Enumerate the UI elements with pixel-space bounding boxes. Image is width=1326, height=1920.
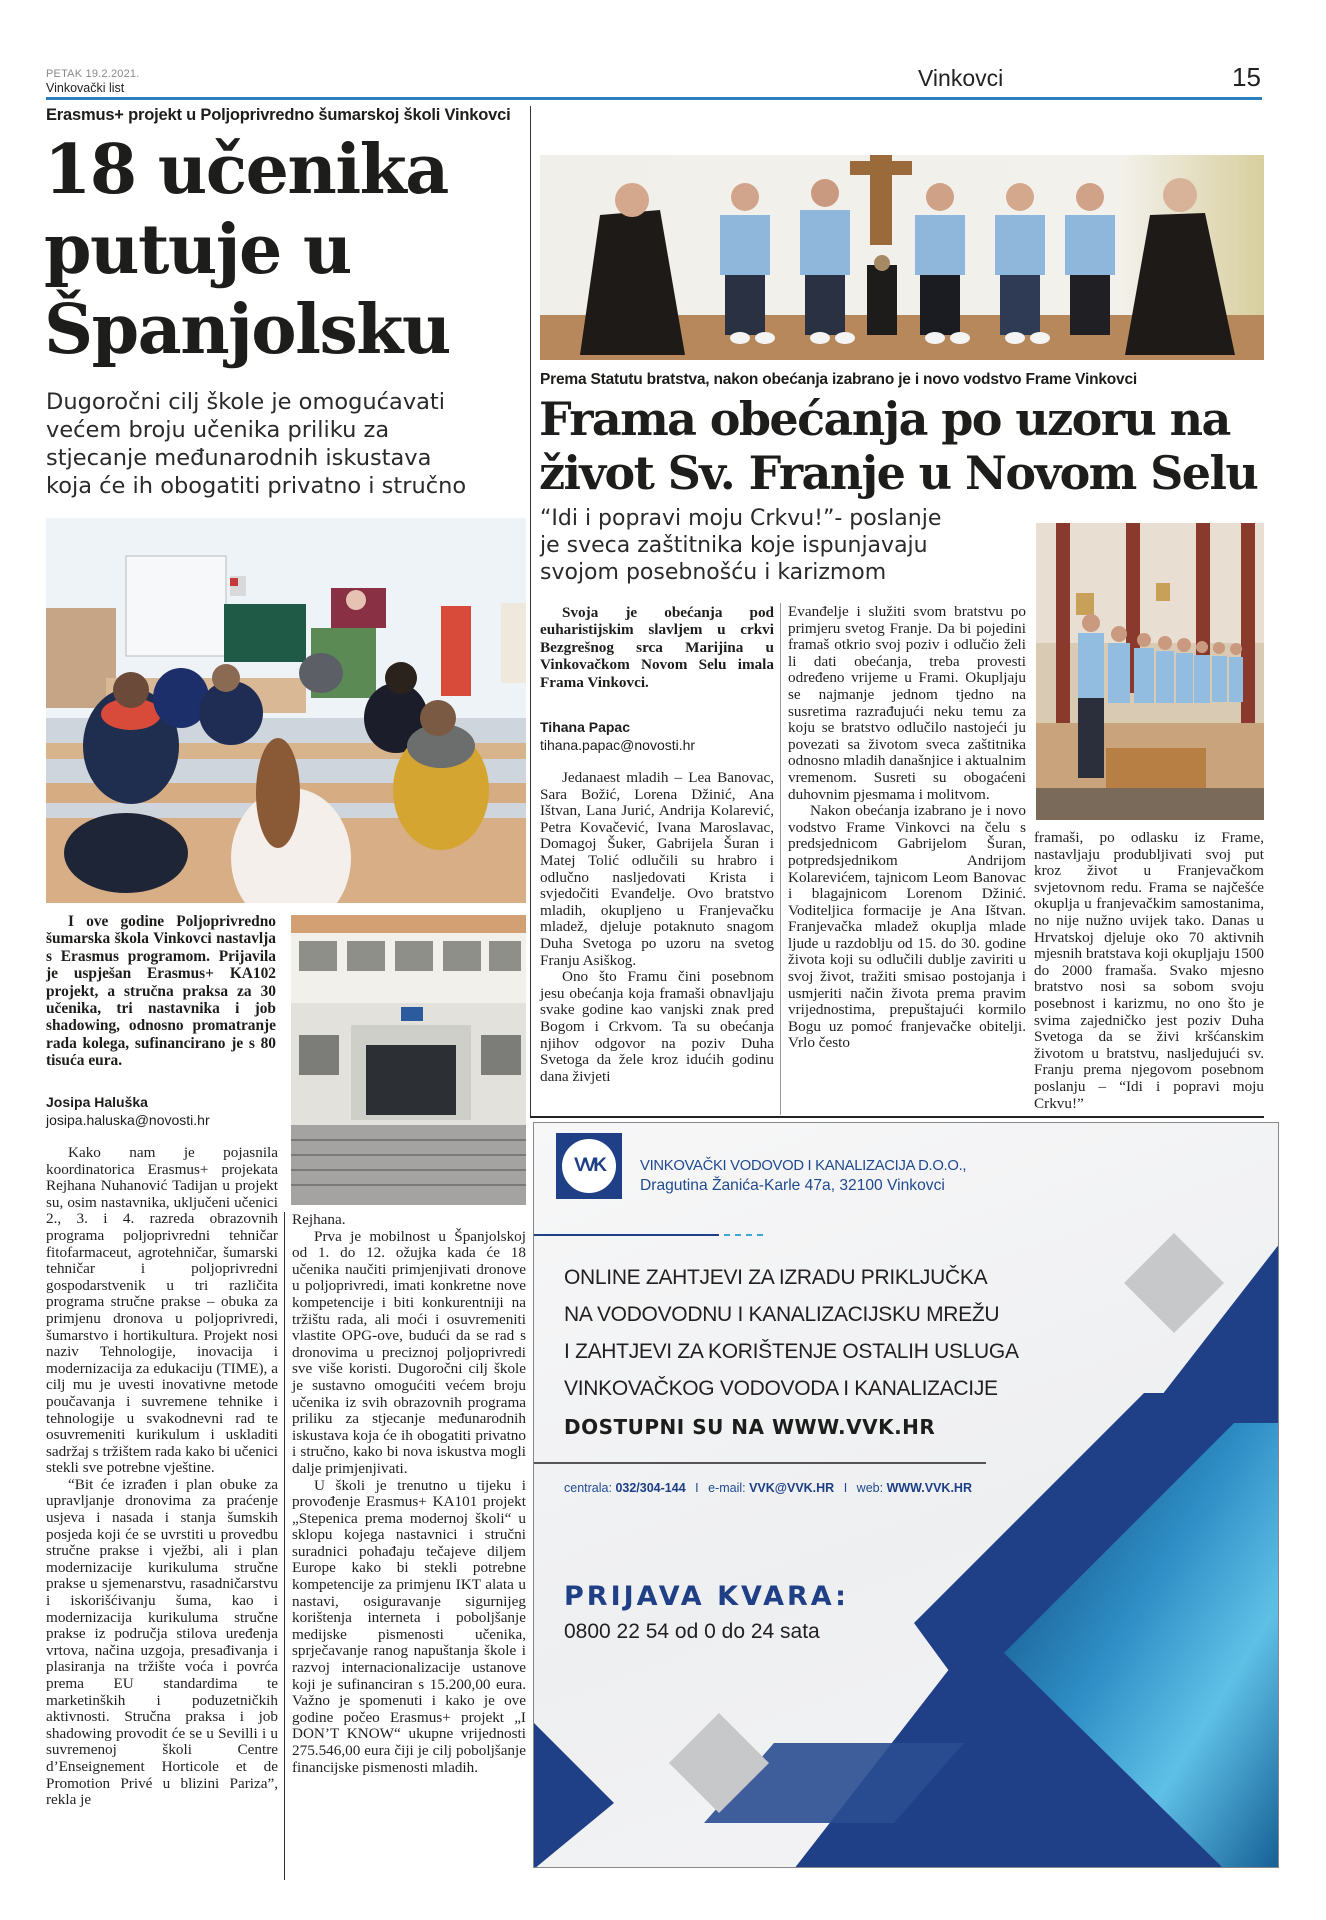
phone-number[interactable]: 032/304-144 [615, 1481, 686, 1495]
headline-line: 18 učenika [44, 130, 448, 210]
header-rule [46, 97, 1262, 100]
article-headline [44, 130, 524, 370]
paragraph: Prva je mobilnost u Španjolskoj od 1. do 12. ožujka kada će 18 učenika naučiti primjenjivati dronove u poljoprivredi, imati konkretne nove kompetencije i biti konkurentniji na tržištu rada, ali moći i osuvremeniti vlastite OPG-ove, budući da se rad s dronovima u preciznoj poljoprivredi sve više koristi. Dugoročni cilj škole je sustavno omogućiti većem broju učenika iz svih obrazovnih programa priliku za stjecanje međunarodnih iskustava koja će ih obogatiti privatno i stručno, kako bi nova iskustva mogli dalje primjenjivati. [292, 1227, 526, 1477]
author-name: Josipa Haluška [46, 1094, 148, 1110]
article-body-column [292, 1212, 526, 1776]
ad-cta[interactable]: DOSTUPNI SU NA WWW.VVK.HR [564, 1415, 936, 1439]
email-label: e-mail: [708, 1481, 746, 1495]
ad-company-name: VINKOVAČKI VODOVOD I KANALIZACIJA D.O.O., [640, 1158, 967, 1174]
vvk-logo-mark: VVK [562, 1139, 616, 1193]
ad-contact-line [564, 1481, 972, 1496]
article-body-column [1034, 830, 1264, 1112]
deck-line: koja će ih obogatiti privatno i stručno [46, 473, 467, 499]
article-lead: I ove godine Poljoprivredno šumarska škola Vinkovci nastavlja s Erasmus programom. Prijavila je uspješan Erasmus+ KA102 projekt, a stručna praksa za 30 učenika, tri nastavnika i job shadowing, odnosno promatranje rada kolega, sufinancirano je s 80 tisuća eura. [46, 913, 276, 1070]
paragraph: Kako nam je pojasnila koordinatorica Erasmus+ projekata Rejhana Nuhanović Tadijan u projekt su, osim nastavnika, uključeni učenici 2., 3. i 4. razreda obrazovnih programa poljoprivredni tehničar fitofarmaceut, agrotehničar, šumarski tehničar i poljoprivredni gospodarstvenik u tri različita programa stručne prakse – obuka za primjenu dronova u poljoprivredi, šumarstvo i hortikultura. Projekt nosi naziv Tehnologije, inovacija i modernizacija za edukaciju (TIME), a cilj mu je uvesti inovativne metode poučavanja i suvremene tehnike i tehnologije u svakodnevni rad te osuvremeniti kurikulum i uskladiti sadržaj s tržištem rada kako bi učenici stekli sve potrebne vještine. [46, 1144, 278, 1477]
ad-main-line: I ZAHTJEVI ZA KORIŠTENJE OSTALIH USLUGA [564, 1340, 1019, 1363]
vvk-advertisement[interactable] [533, 1122, 1279, 1868]
frama-group-photo [540, 155, 1264, 360]
section-title: Vinkovci [918, 65, 1004, 91]
issue-date: PETAK 19.2.2021. [46, 68, 140, 80]
article-body-column [540, 770, 774, 1085]
article-body-column [788, 604, 1026, 1052]
fault-report-title: PRIJAVA KVARA: [564, 1581, 849, 1612]
paragraph: “Bit će izrađen i plan obuke za upravljanje dronovima za praćenje usjeva i nasada i stanja šumskih posjeda koji će se uvrstiti u provedbu stručne prakse i vježbi, ali i plan modernizacije kurikuluma stručne prakse u sjemenarstvu, rasadničarstvu i iskorišćivanju šuma, kao i modernizacija kurikuluma stručne prakse iz područja stilova uređenja vrtova, načina uzgoja, presađivanja i plasiranja na tržište voća i povrća prema EU standardima te marketinških i poduzetničkih aktivnosti. Stručna praksa i job shadowing provodit će se u Sevilli i u suvremenoj školi Centre d’Enseignement Horticole et de Promotion Privé u blizini Pariza”, rekla je [46, 1475, 278, 1809]
classroom-photo [46, 518, 526, 903]
ad-main-line: NA VODOVODNU I KANALIZACIJSKU MREŽU [564, 1303, 1000, 1326]
paragraph: Nakon obećanja izabrano je i novo vodstvo Frame Vinkovci na čelu s predsjednicom Gabrijelom Šuran, potpredsjednikom Andrijom Kolarevićem, tajnicom Leom Banovac i blagajnicom Lorenom Džinić. Voditeljica formacije je Ana Ištvan. Franjevačka mladež okuplja mlade ljude u razdoblju od 15. do 30. godine života koji su odlučili dublje zaviriti u svoj život, tražiti smisao postojanja i usmjeriti način života prema pravim vrijednostima, prepuštajući kormilo Bogu uz pomoć franjevačke obitelji. Vrlo često [788, 802, 1026, 1052]
article-deck [540, 505, 1030, 586]
article-body-column [46, 1145, 278, 1809]
article-deck [46, 388, 530, 500]
frama-group-image [540, 155, 1264, 360]
paragraph: Ono što Framu čini posebnom jesu obećanja koja framaši obnavljaju svake godine kao vanjski znak pred Bogom i Crkvom. Ta su obećanja njihov odgovor na poziv Duha Svetoga da žele kroz idućih godinu dana živjeti [540, 968, 774, 1085]
page-number: 15 [1232, 62, 1261, 92]
separator: I [695, 1481, 699, 1495]
headline-line: putuje u [44, 210, 351, 290]
ad-company-address: Dragutina Žanića-Karle 47a, 32100 Vinkovci [640, 1177, 945, 1194]
classroom-photo-image [46, 518, 526, 903]
column-divider [530, 106, 531, 1118]
web-label: web: [856, 1481, 884, 1495]
column-divider [780, 603, 781, 1115]
deck-line: je sveca zaštitnika koje ispunjavaju [540, 533, 928, 558]
phone-label: centrala: [564, 1481, 612, 1495]
deck-line: “Idi i popravi moju Crkvu!”- poslanje [540, 506, 942, 531]
newspaper-name: Vinkovački list [46, 81, 125, 95]
ad-main-line: VINKOVAČKOG VODOVODA I KANALIZACIJE [564, 1377, 998, 1400]
email-link[interactable]: VVK@VVK.HR [749, 1481, 835, 1495]
fault-report-phone[interactable]: 0800 22 54 od 0 do 24 sata [564, 1620, 820, 1643]
author-name: Tihana Papac [540, 719, 631, 735]
grey-diamond [1124, 1233, 1224, 1333]
article-kicker: Erasmus+ projekt u Poljoprivredno šumarskoj školi Vinkovci [46, 106, 511, 124]
paragraph: Evanđelje i služiti svom bratstvu po primjeru svetog Franje. Da bi pojedini framaš otkrio svoj poziv i odlučio želi li dati obećanja, treba provesti određeno vrijeme u Frami. Okupljaju se najmanje jednom tjedno na susretima razrađujući neku temu za koju se bratstvo odlučilo nastojeći ju povezati sa životom sveca zaštitnika odnosno mladih današnjice i aktualnim vremenom. Susreti su obogaćeni duhovnim pjesmama i molitvom. [788, 603, 1026, 803]
ad-main-line: ONLINE ZAHTJEVI ZA IZRADU PRIKLJUČKA [564, 1266, 988, 1289]
separator: I [843, 1481, 848, 1495]
column-divider [284, 1212, 285, 1880]
school-building-image [291, 915, 526, 1205]
deck-line: svojom posebnošću i karizmom [540, 560, 887, 585]
paragraph: Rejhana. [292, 1211, 346, 1228]
author-email[interactable]: tihana.papac@novosti.hr [540, 737, 696, 753]
author-email[interactable]: josipa.haluska@novosti.hr [46, 1112, 210, 1128]
article-headline [539, 392, 1264, 500]
deck-line: većem broju učenika priliku za [46, 417, 390, 443]
web-link[interactable]: WWW.VVK.HR [886, 1481, 972, 1495]
church-ceremony-image [1036, 523, 1264, 820]
headline-line: Frama obećanja po uzoru na [539, 392, 1230, 446]
headline-line: život Sv. Franje u Novom Selu [539, 446, 1258, 500]
paragraph: U školi je trenutno u tijeku i provođenje Erasmus+ KA101 projekt „Stepenica prema modernoj školi“ u sklopu kojega nastavnici i stručni suradnici pohađaju tečajeve diljem Europe kako bi stekli potrebne kompetencije za primjenu IKT alata u nastavi, osiguravanje sigurnijeg korištenja interneta i poboljšanje medijske pismenosti učenika, sprječavanje ranog napuštanja škole i razvoj internacionalizacije ustanove koji je sufinanciran s 15.200,00 eura. Važno je spomenuti i kako je ove godine počeo Erasmus+ projekt „I DON’T KNOW“ ukupne vrijednosti 275.546,00 eura čiji je cilj poboljšanje financijske pismenosti mladih. [292, 1476, 526, 1776]
paragraph: framaši, po odlasku iz Frame, nastavljaju produbljivati svoj put kroz život u Franjevačkom svjetovnom redu. Frama se najčešće okuplja u franjevačkim samostanima, no nije nužno uvijek tako. Danas u Hrvatskoj djeluje oko 70 aktivnih mjesnih bratstava koji okupljaju 1500 do 2000 framaša. Svako mjesno bratstvo nosi sa sobom svoju posebnost i karizmu, no ono što je svima zajedničko jest poziv Duha Svetoga da se živi kršćanskim životom u bratstvu, nasljedujući sv. Franju prema njegovom posebnom poslanju – “Idi i popravi moju Crkvu!” [1034, 829, 1264, 1112]
school-building-photo [291, 915, 526, 1205]
deck-line: stjecanje međunarodnih iskustava [46, 445, 432, 471]
headline-line: Španjolsku [44, 290, 450, 370]
article-kicker: Prema Statutu bratstva, nakon obećanja izabrano je i novo vodstvo Frame Vinkovci [540, 371, 1137, 388]
article-lead: Svoja je obećanja pod euharistijskim slavljem u crkvi Bezgrešnog srca Marijina u Vinkovačkom Novom Selu imala Frama Vinkovci. [540, 604, 774, 691]
section-divider [530, 1116, 1264, 1118]
ad-main-text [564, 1259, 1024, 1407]
vvk-logo [556, 1133, 622, 1199]
paragraph: Jedanaest mladih – Lea Banovac, Sara Božić, Lorena Džinić, Ana Ištvan, Lana Jurić, Andrija Kolarević, Petra Kovačević, Ivana Maroslavac, Domagoj Šuker, Gabrijela Šuran i Matej Tolić odlučili su hrabro i odlučno nasljedovati Krista i svjedočiti Evanđelje. Ovo bratstvo mladih, okupljeno u Franjevačku mladež, djeluje potaknuto snagom Duha Svetoga po uzoru na svetog Franju Asiškog. [540, 769, 774, 969]
deck-line: Dugoročni cilj škole je omogućavati [46, 389, 446, 415]
church-ceremony-photo [1036, 523, 1264, 820]
